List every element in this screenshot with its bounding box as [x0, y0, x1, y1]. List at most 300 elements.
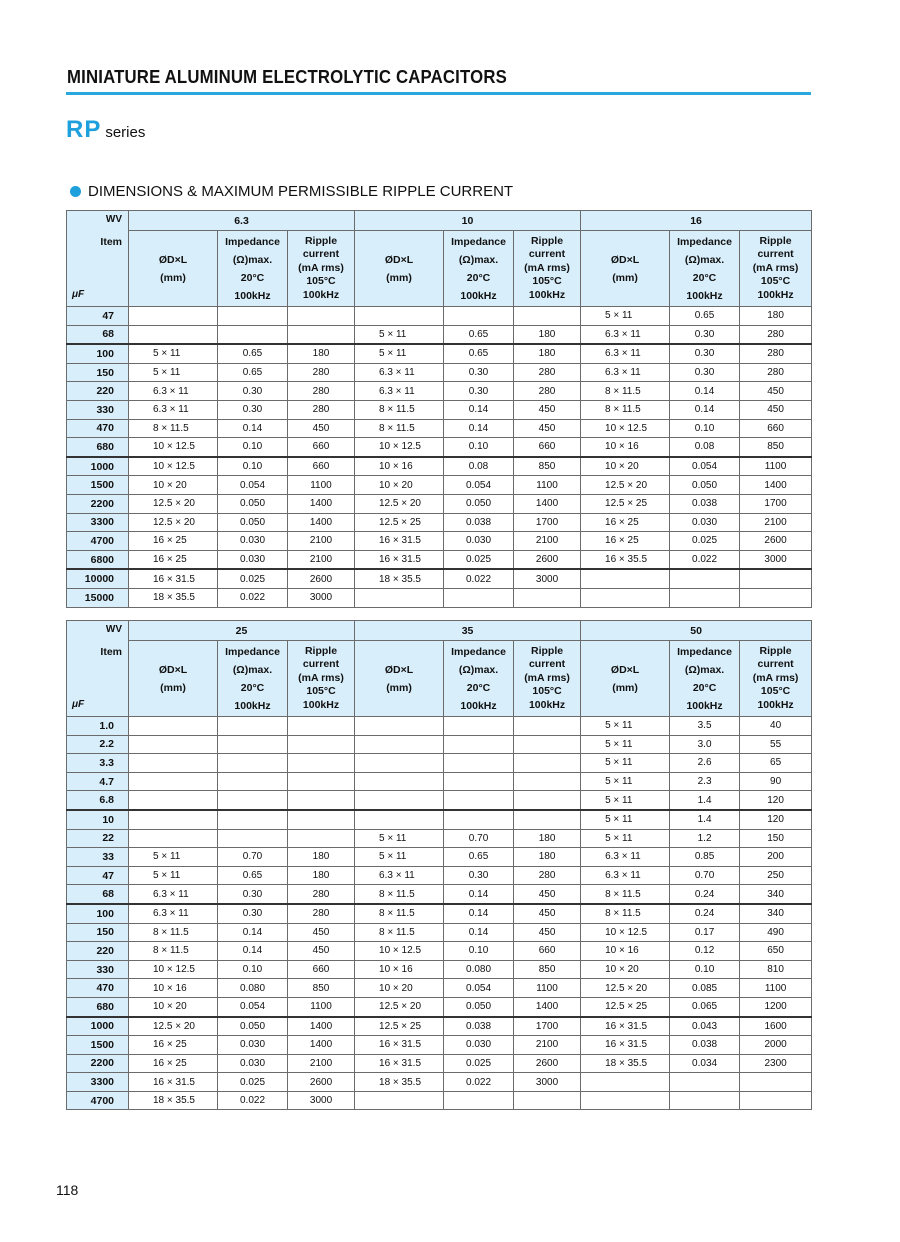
impedance-cell: 0.30 [218, 400, 288, 419]
ripple-cell [288, 735, 355, 754]
impedance-cell [218, 735, 288, 754]
header-line: 100kHz [528, 698, 566, 711]
impedance-cell: 0.038 [444, 513, 514, 532]
header-line: (mA rms) [752, 671, 799, 684]
ripple-cell [514, 754, 581, 773]
table-row [67, 532, 812, 551]
header-line: (Ω)max. [232, 663, 273, 676]
ripple-cell: 1100 [740, 979, 812, 998]
impedance-cell [444, 791, 514, 810]
dimension-cell: 5 × 11 [355, 325, 444, 344]
impedance-cell [670, 588, 740, 607]
header-line: current [528, 248, 566, 261]
impedance-cell: 0.17 [670, 923, 740, 942]
dimension-cell: 12.5 × 25 [581, 997, 670, 1016]
dimension-cell: 16 × 25 [129, 1036, 218, 1055]
impedance-cell [218, 325, 288, 344]
impedance-cell: 0.025 [444, 1054, 514, 1073]
header-line: 100kHz [757, 698, 794, 711]
ripple-cell: 490 [740, 923, 812, 942]
header-line: 105°C [306, 275, 336, 288]
dimension-cell: 5 × 11 [355, 344, 444, 363]
dimension-cell [355, 1091, 444, 1110]
corner-header [67, 621, 129, 717]
dimension-cell: 10 × 16 [129, 979, 218, 998]
impedance-cell: 0.080 [218, 979, 288, 998]
impedance-cell: 0.30 [444, 382, 514, 401]
table-row [67, 942, 812, 961]
voltage-header: 25 [129, 621, 355, 641]
ripple-cell: 280 [288, 885, 355, 904]
series-heading [66, 116, 145, 144]
ripple-cell: 1400 [514, 494, 581, 513]
capacitance-cell: 220 [67, 382, 129, 401]
ripple-table-high-voltage [66, 620, 812, 1110]
table-row [67, 997, 812, 1016]
ripple-cell: 1700 [514, 1017, 581, 1036]
table-row [67, 772, 812, 791]
table-row [67, 1017, 812, 1036]
impedance-cell: 0.14 [444, 400, 514, 419]
ripple-cell [740, 569, 812, 588]
header-line: (mm) [386, 681, 412, 694]
ripple-cell [514, 735, 581, 754]
dimension-cell: 10 × 20 [581, 960, 670, 979]
dimension-cell: 12.5 × 20 [129, 1017, 218, 1036]
ripple-cell: 660 [288, 457, 355, 476]
ripple-cell: 280 [288, 363, 355, 382]
ripple-cell [514, 772, 581, 791]
header-line: (mA rms) [298, 261, 344, 274]
document-title: MINIATURE ALUMINUM ELECTROLYTIC CAPACITORS [67, 67, 507, 87]
dimension-cell [355, 810, 444, 829]
ripple-cell: 1200 [740, 997, 812, 1016]
dimension-cell: 5 × 11 [355, 848, 444, 867]
ripple-cell: 180 [514, 344, 581, 363]
table-row [67, 923, 812, 942]
header-line: 105°C [760, 275, 791, 288]
ripple-cell: 120 [740, 791, 812, 810]
impedance-cell: 0.14 [444, 885, 514, 904]
dimension-column-header [355, 641, 444, 717]
table-row [67, 588, 812, 607]
dimension-cell: 5 × 11 [129, 848, 218, 867]
ripple-cell: 1400 [288, 1017, 355, 1036]
ripple-cell: 1400 [288, 494, 355, 513]
header-line: current [302, 658, 340, 671]
impedance-cell [218, 754, 288, 773]
ripple-cell: 180 [288, 866, 355, 885]
header-line: (mm) [612, 681, 638, 694]
dimension-cell: 18 × 35.5 [355, 1073, 444, 1092]
impedance-cell: 0.050 [444, 997, 514, 1016]
capacitance-cell: 33 [67, 848, 129, 867]
dimension-column-header [129, 231, 218, 307]
impedance-cell: 3.5 [670, 717, 740, 736]
table-row [67, 979, 812, 998]
dimension-cell: 8 × 11.5 [355, 923, 444, 942]
ripple-cell: 450 [514, 419, 581, 438]
header-line: (mm) [612, 271, 638, 284]
capacitance-cell: 150 [67, 363, 129, 382]
header-line: 100kHz [528, 288, 566, 301]
ripple-cell: 2600 [288, 569, 355, 588]
impedance-cell [218, 307, 288, 326]
dimension-cell: 16 × 31.5 [355, 550, 444, 569]
impedance-cell [218, 717, 288, 736]
header-line: (mm) [160, 271, 186, 284]
capacitance-cell: 47 [67, 307, 129, 326]
uf-label: μF [72, 699, 85, 710]
ripple-column-header [288, 231, 355, 307]
dimension-cell: 6.3 × 11 [355, 382, 444, 401]
header-line: 100kHz [686, 289, 723, 302]
ripple-cell: 660 [740, 419, 812, 438]
impedance-column-header [444, 231, 514, 307]
capacitance-cell: 10000 [67, 569, 129, 588]
ripple-cell [740, 1091, 812, 1110]
impedance-cell: 0.038 [444, 1017, 514, 1036]
dimension-cell: 5 × 11 [581, 717, 670, 736]
impedance-cell: 0.10 [444, 438, 514, 457]
header-line: current [302, 248, 340, 261]
capacitance-cell: 100 [67, 344, 129, 363]
dimension-cell: 8 × 11.5 [581, 382, 670, 401]
header-line: 100kHz [460, 699, 497, 712]
dimension-cell [581, 1091, 670, 1110]
capacitance-cell: 330 [67, 960, 129, 979]
header-line: ØD×L [384, 253, 414, 266]
dimension-cell: 5 × 11 [355, 829, 444, 848]
impedance-cell: 0.043 [670, 1017, 740, 1036]
dimension-cell: 16 × 31.5 [355, 1036, 444, 1055]
ripple-cell: 3000 [740, 550, 812, 569]
dimension-cell: 6.3 × 11 [355, 363, 444, 382]
ripple-cell [514, 791, 581, 810]
capacitance-cell: 680 [67, 438, 129, 457]
voltage-header: 6.3 [129, 211, 355, 231]
impedance-cell: 1.2 [670, 829, 740, 848]
dimension-cell [129, 772, 218, 791]
header-line: 105°C [760, 685, 791, 698]
dimension-cell [581, 1073, 670, 1092]
impedance-cell: 0.30 [670, 325, 740, 344]
dimension-cell: 8 × 11.5 [355, 400, 444, 419]
ripple-cell [288, 325, 355, 344]
impedance-cell: 0.70 [444, 829, 514, 848]
impedance-cell: 0.034 [670, 1054, 740, 1073]
table-row [67, 457, 812, 476]
impedance-cell: 0.054 [444, 979, 514, 998]
impedance-column-header [218, 231, 288, 307]
capacitance-cell: 4700 [67, 532, 129, 551]
ripple-cell: 180 [288, 848, 355, 867]
table-row [67, 885, 812, 904]
ripple-cell: 180 [514, 325, 581, 344]
dimension-cell: 18 × 35.5 [129, 1091, 218, 1110]
dimension-cell: 10 × 20 [355, 979, 444, 998]
dimension-cell: 12.5 × 25 [355, 1017, 444, 1036]
dimension-cell: 12.5 × 20 [129, 513, 218, 532]
dimension-cell: 10 × 12.5 [129, 457, 218, 476]
impedance-cell: 0.14 [444, 923, 514, 942]
header-line: 100kHz [302, 288, 340, 301]
capacitance-cell: 15000 [67, 588, 129, 607]
capacitance-cell: 22 [67, 829, 129, 848]
impedance-cell [444, 810, 514, 829]
impedance-cell: 0.10 [218, 457, 288, 476]
ripple-cell: 1400 [514, 997, 581, 1016]
impedance-cell: 0.030 [444, 532, 514, 551]
table-row [67, 960, 812, 979]
ripple-cell: 3000 [514, 569, 581, 588]
impedance-cell: 0.025 [444, 550, 514, 569]
dimension-cell: 6.3 × 11 [581, 848, 670, 867]
page-number: 118 [56, 1182, 79, 1198]
dimension-cell: 8 × 11.5 [129, 419, 218, 438]
dimension-cell: 8 × 11.5 [581, 400, 670, 419]
dimension-cell: 12.5 × 20 [129, 494, 218, 513]
capacitance-cell: 1.0 [67, 717, 129, 736]
wv-label: WV [105, 624, 122, 635]
ripple-cell: 2100 [514, 1036, 581, 1055]
ripple-column-header [288, 641, 355, 717]
impedance-cell: 0.050 [218, 513, 288, 532]
section-heading [70, 183, 513, 200]
header-line: ØD×L [158, 663, 188, 676]
header-line: current [757, 248, 794, 261]
impedance-cell: 0.050 [444, 494, 514, 513]
ripple-cell: 180 [288, 344, 355, 363]
table-row [67, 848, 812, 867]
uf-label: μF [72, 289, 85, 300]
header-line: 100kHz [686, 699, 723, 712]
capacitance-cell: 220 [67, 942, 129, 961]
dimension-cell [129, 791, 218, 810]
ripple-cell: 1400 [288, 513, 355, 532]
table-row [67, 400, 812, 419]
table-row [67, 325, 812, 344]
table-row [67, 513, 812, 532]
impedance-cell [218, 829, 288, 848]
capacitance-cell: 6.8 [67, 791, 129, 810]
header-line: 100kHz [234, 289, 271, 302]
impedance-cell: 0.022 [444, 1073, 514, 1092]
impedance-cell: 0.10 [218, 960, 288, 979]
impedance-column-header [218, 641, 288, 717]
ripple-cell: 1600 [740, 1017, 812, 1036]
impedance-cell: 0.70 [670, 866, 740, 885]
ripple-cell: 3000 [288, 588, 355, 607]
impedance-cell [444, 1091, 514, 1110]
ripple-column-header [740, 641, 812, 717]
impedance-cell: 0.025 [218, 1073, 288, 1092]
impedance-cell: 0.038 [670, 494, 740, 513]
dimension-cell: 6.3 × 11 [581, 325, 670, 344]
dimension-cell: 6.3 × 11 [581, 866, 670, 885]
impedance-cell: 0.65 [670, 307, 740, 326]
ripple-cell: 450 [288, 419, 355, 438]
dimension-cell: 5 × 11 [581, 810, 670, 829]
header-line: current [757, 658, 794, 671]
table-row [67, 476, 812, 495]
dimension-cell [355, 588, 444, 607]
impedance-cell: 0.14 [444, 904, 514, 923]
ripple-cell: 340 [740, 904, 812, 923]
table-row [67, 810, 812, 829]
impedance-column-header [670, 641, 740, 717]
table-row [67, 1073, 812, 1092]
ripple-cell: 650 [740, 942, 812, 961]
ripple-cell: 3000 [514, 1073, 581, 1092]
impedance-cell: 0.080 [444, 960, 514, 979]
dimension-cell [129, 307, 218, 326]
capacitance-cell: 68 [67, 885, 129, 904]
header-line: Impedance [225, 235, 280, 248]
impedance-cell: 0.70 [218, 848, 288, 867]
dimension-cell: 8 × 11.5 [355, 885, 444, 904]
dimension-cell [129, 735, 218, 754]
impedance-cell: 0.050 [218, 494, 288, 513]
capacitance-cell: 1000 [67, 1017, 129, 1036]
ripple-cell [288, 717, 355, 736]
impedance-cell [218, 772, 288, 791]
dimension-cell: 8 × 11.5 [129, 942, 218, 961]
header-line: Ripple [304, 234, 338, 247]
impedance-cell: 0.30 [670, 344, 740, 363]
header-line: (Ω)max. [684, 663, 725, 676]
header-line: (mA rms) [524, 261, 570, 274]
table-row [67, 419, 812, 438]
header-line: ØD×L [384, 663, 414, 676]
ripple-cell [740, 588, 812, 607]
ripple-cell: 280 [514, 866, 581, 885]
impedance-cell: 0.65 [218, 344, 288, 363]
dimension-cell: 6.3 × 11 [129, 400, 218, 419]
ripple-cell: 660 [288, 960, 355, 979]
ripple-cell: 65 [740, 754, 812, 773]
bullet-icon [70, 186, 81, 197]
ripple-cell: 450 [740, 400, 812, 419]
impedance-cell: 0.85 [670, 848, 740, 867]
impedance-cell: 0.030 [218, 1054, 288, 1073]
table-row [67, 1036, 812, 1055]
impedance-cell: 0.30 [670, 363, 740, 382]
ripple-cell: 850 [288, 979, 355, 998]
dimension-cell: 10 × 20 [581, 457, 670, 476]
impedance-cell: 0.050 [670, 476, 740, 495]
ripple-cell [514, 810, 581, 829]
header-line: 100kHz [460, 289, 497, 302]
ripple-cell: 450 [514, 885, 581, 904]
dimension-cell [129, 325, 218, 344]
impedance-cell: 0.025 [670, 532, 740, 551]
capacitance-cell: 47 [67, 866, 129, 885]
ripple-table-low-voltage [66, 210, 812, 608]
impedance-cell [670, 569, 740, 588]
dimension-cell [129, 810, 218, 829]
ripple-cell [288, 810, 355, 829]
ripple-cell: 3000 [288, 1091, 355, 1110]
dimension-cell: 10 × 16 [581, 438, 670, 457]
impedance-cell: 1.4 [670, 810, 740, 829]
dimension-cell: 10 × 12.5 [129, 438, 218, 457]
ripple-cell: 2100 [740, 513, 812, 532]
item-label: Item [100, 236, 122, 248]
ripple-cell [514, 717, 581, 736]
impedance-cell: 0.14 [670, 382, 740, 401]
capacitance-cell: 330 [67, 400, 129, 419]
dimension-cell: 12.5 × 20 [355, 494, 444, 513]
impedance-cell: 0.038 [670, 1036, 740, 1055]
dimension-cell: 8 × 11.5 [129, 923, 218, 942]
ripple-cell: 2600 [514, 1054, 581, 1073]
impedance-cell: 0.14 [218, 923, 288, 942]
impedance-column-header [670, 231, 740, 307]
ripple-cell: 2100 [288, 550, 355, 569]
table-row [67, 382, 812, 401]
section-title: DIMENSIONS & MAXIMUM PERMISSIBLE RIPPLE CURRENT [88, 183, 514, 200]
header-line: Impedance [677, 645, 732, 658]
ripple-cell [514, 307, 581, 326]
table-row [67, 550, 812, 569]
dimension-cell: 12.5 × 20 [581, 476, 670, 495]
impedance-cell: 0.022 [218, 1091, 288, 1110]
dimension-cell: 16 × 31.5 [129, 569, 218, 588]
impedance-cell: 2.6 [670, 754, 740, 773]
voltage-header: 50 [581, 621, 812, 641]
dimension-cell: 8 × 11.5 [355, 419, 444, 438]
voltage-header: 16 [581, 211, 812, 231]
ripple-cell: 180 [514, 848, 581, 867]
capacitance-cell: 4.7 [67, 772, 129, 791]
header-line: 20°C [692, 681, 717, 694]
impedance-cell: 0.022 [670, 550, 740, 569]
ripple-cell: 1400 [288, 1036, 355, 1055]
impedance-cell: 0.65 [444, 344, 514, 363]
ripple-cell: 180 [740, 307, 812, 326]
ripple-cell: 450 [288, 923, 355, 942]
table-row [67, 717, 812, 736]
dimension-cell: 16 × 31.5 [355, 532, 444, 551]
capacitance-cell: 150 [67, 923, 129, 942]
dimension-cell: 12.5 × 20 [581, 979, 670, 998]
impedance-cell: 0.30 [218, 382, 288, 401]
table-row [67, 1091, 812, 1110]
header-line: 100kHz [302, 698, 340, 711]
header-line: Ripple [759, 234, 792, 247]
table-row [67, 363, 812, 382]
header-line: (mA rms) [524, 671, 570, 684]
ripple-cell [288, 307, 355, 326]
ripple-cell: 2100 [288, 532, 355, 551]
ripple-column-header [514, 641, 581, 717]
table-row [67, 307, 812, 326]
impedance-cell [444, 717, 514, 736]
voltage-header: 10 [355, 211, 581, 231]
impedance-cell: 0.022 [218, 588, 288, 607]
dimension-cell: 12.5 × 20 [355, 997, 444, 1016]
dimension-cell: 8 × 11.5 [581, 885, 670, 904]
impedance-cell: 0.030 [218, 532, 288, 551]
ripple-cell [288, 791, 355, 810]
ripple-cell: 660 [514, 438, 581, 457]
series-word: series [105, 124, 146, 141]
dimension-cell [355, 754, 444, 773]
impedance-cell [444, 307, 514, 326]
dimension-cell: 10 × 12.5 [129, 960, 218, 979]
capacitance-cell: 68 [67, 325, 129, 344]
